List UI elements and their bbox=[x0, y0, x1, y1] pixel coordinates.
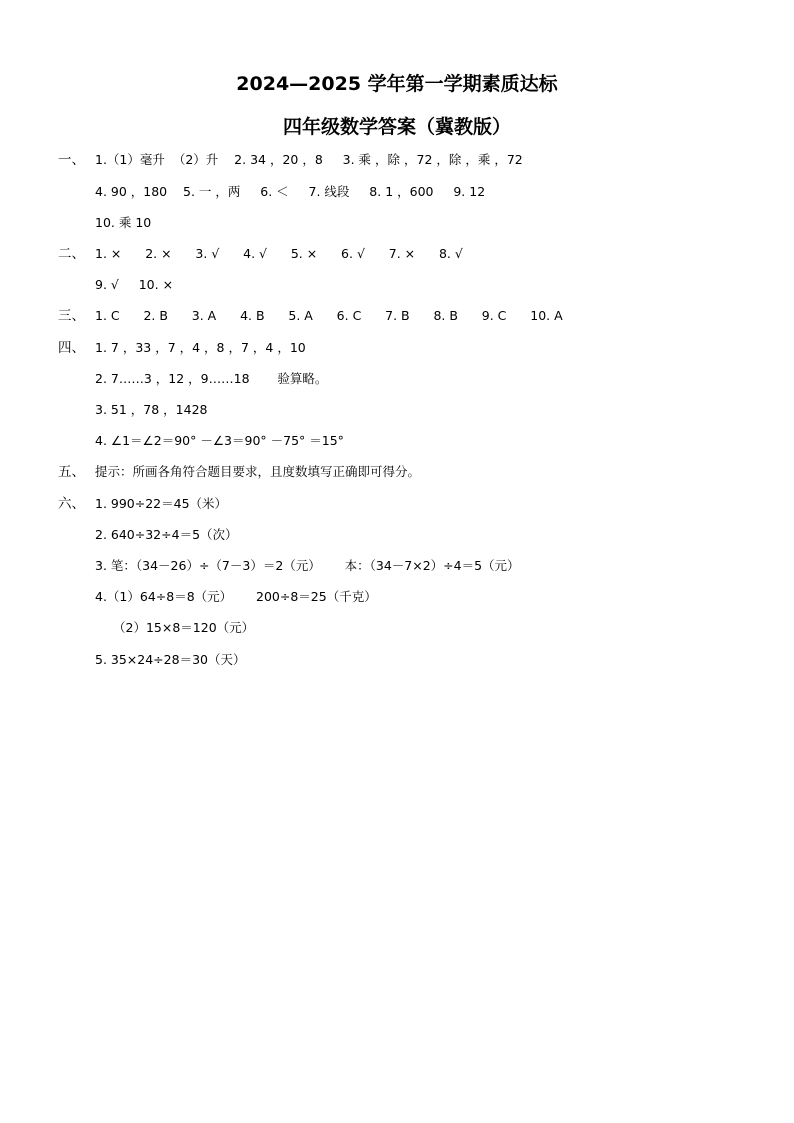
answer-line: 2. 7……3 ，12 ，9……18 验算略。 bbox=[95, 371, 328, 386]
answer-line: 1. C 2. B 3. A 4. B 5. A 6. C 7. B 8. B 9. C 10. A bbox=[95, 308, 563, 323]
section-5-marker: 五、 bbox=[58, 464, 85, 480]
answer-line: 3. 笔：（34－26）÷（7－3）＝2（元） 本：（34－7×2）÷4＝5（元） bbox=[95, 558, 520, 573]
answer-line: 1.（1）毫升 （2）升 2. 34 ，20 ，8 3. 乘 ，除 ，72 ，除 ，乘 ，72 bbox=[95, 152, 523, 167]
answer-line: 1. 7 ，33 ，7 ，4 ，8 ，7 ，4 ，10 bbox=[95, 340, 306, 355]
answer-line: 1. 990÷22＝45（米） bbox=[95, 496, 228, 511]
section-1-marker: 一、 bbox=[58, 152, 85, 168]
answer-line: 提示：所画各角符合题目要求，且度数填写正确即可得分。 bbox=[95, 464, 421, 479]
section-4-marker: 四、 bbox=[58, 340, 85, 356]
answer-line: 3. 51 ，78 ，1428 bbox=[95, 402, 208, 417]
answer-line: 10. 乘 10 bbox=[95, 215, 152, 230]
answer-line: 2. 640÷32÷4＝5（次） bbox=[95, 527, 238, 542]
answer-line: （2）15×8＝120（元） bbox=[113, 620, 255, 635]
answer-line: 4.（1）64÷8＝8（元） 200÷8＝25（千克） bbox=[95, 589, 377, 604]
section-6-marker: 六、 bbox=[58, 496, 85, 512]
page-subtitle: 四年级数学答案（冀教版） bbox=[282, 116, 511, 138]
answer-line: 4. 90 ，180 5. 一 ，两 6. ＜ 7. 线段 8. 1 ，600 9. 12 bbox=[95, 184, 486, 199]
page-title: 2024—2025 学年第一学期素质达标 bbox=[236, 73, 558, 95]
answer-line: 9. √ 10. × bbox=[95, 277, 174, 292]
answer-line: 1. × 2. × 3. √ 4. √ 5. × 6. √ 7. × 8. √ bbox=[95, 246, 463, 261]
answer-line: 4. ∠1＝∠2＝90° －∠3＝90° －75° ＝15° bbox=[95, 433, 344, 448]
section-2-marker: 二、 bbox=[58, 246, 85, 262]
section-3-marker: 三、 bbox=[58, 308, 85, 324]
answer-line: 5. 35×24÷28＝30（天） bbox=[95, 652, 246, 667]
